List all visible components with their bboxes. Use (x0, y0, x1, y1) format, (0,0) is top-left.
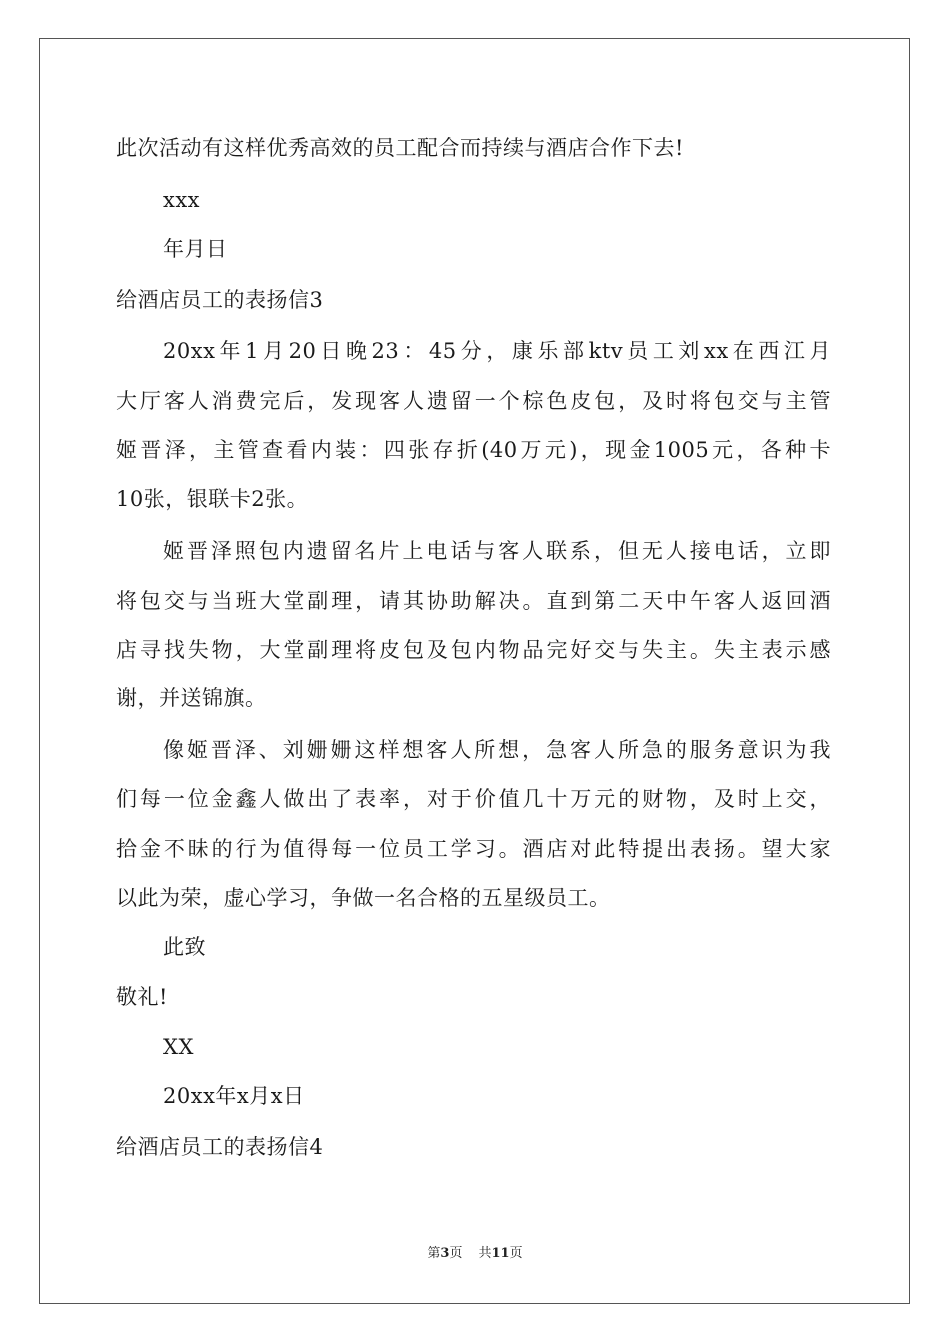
section-heading: 给酒店员工的表扬信4 (116, 1135, 324, 1159)
page-prefix: 第 (427, 1246, 441, 1261)
date-line: 年月日 (163, 237, 228, 261)
paragraph-line: 10张，银联卡2张。 (116, 487, 309, 511)
signature-line: xxx (163, 188, 201, 212)
page-footer (0, 1245, 950, 1263)
signature-line: XX (163, 1035, 194, 1059)
paragraph-line: 姬晋泽，主管查看内装：四张存折(40万元)，现金1005元，各种卡 (116, 438, 831, 462)
paragraph-line: 店寻找失物，大堂副理将皮包及包内物品完好交与失主。失主表示感 (116, 638, 831, 662)
paragraph-line: 们每一位金鑫人做出了表率，对于价值几十万元的财物，及时上交， (116, 787, 831, 811)
paragraph-line: 大厅客人消费完后，发现客人遗留一个棕色皮包，及时将包交与主管 (116, 389, 831, 413)
paragraph-line: 拾金不昧的行为值得每一位员工学习。酒店对此特提出表扬。望大家 (116, 837, 831, 861)
closing-line: 此致 (163, 935, 206, 959)
salutation-line: 敬礼! (116, 985, 168, 1009)
total-prefix: 共 (478, 1246, 492, 1261)
paragraph-line: 以此为荣，虚心学习，争做一名合格的五星级员工。 (116, 886, 611, 910)
paragraph-line: 将包交与当班大堂副理，请其协助解决。直到第二天中午客人返回酒 (116, 589, 831, 613)
page-total: 11 (491, 1246, 510, 1261)
paragraph-line: 20xx年1月20日晚23：45分，康乐部ktv员工刘xx在西江月 (163, 339, 831, 363)
section-heading: 给酒店员工的表扬信3 (116, 288, 324, 312)
paragraph-line: 谢，并送锦旗。 (116, 686, 267, 710)
page-suffix: 页 (449, 1246, 463, 1261)
paragraph-line: 姬晋泽照包内遗留名片上电话与客人联系，但无人接电话，立即 (163, 539, 831, 563)
date-line: 20xx年x月x日 (163, 1084, 305, 1108)
page-border (39, 38, 910, 1304)
page-current: 3 (440, 1246, 450, 1261)
total-suffix: 页 (509, 1246, 523, 1261)
text-line: 此次活动有这样优秀高效的员工配合而持续与酒店合作下去! (116, 136, 684, 160)
paragraph-line: 像姬晋泽、刘姗姗这样想客人所想，急客人所急的服务意识为我 (163, 738, 831, 762)
